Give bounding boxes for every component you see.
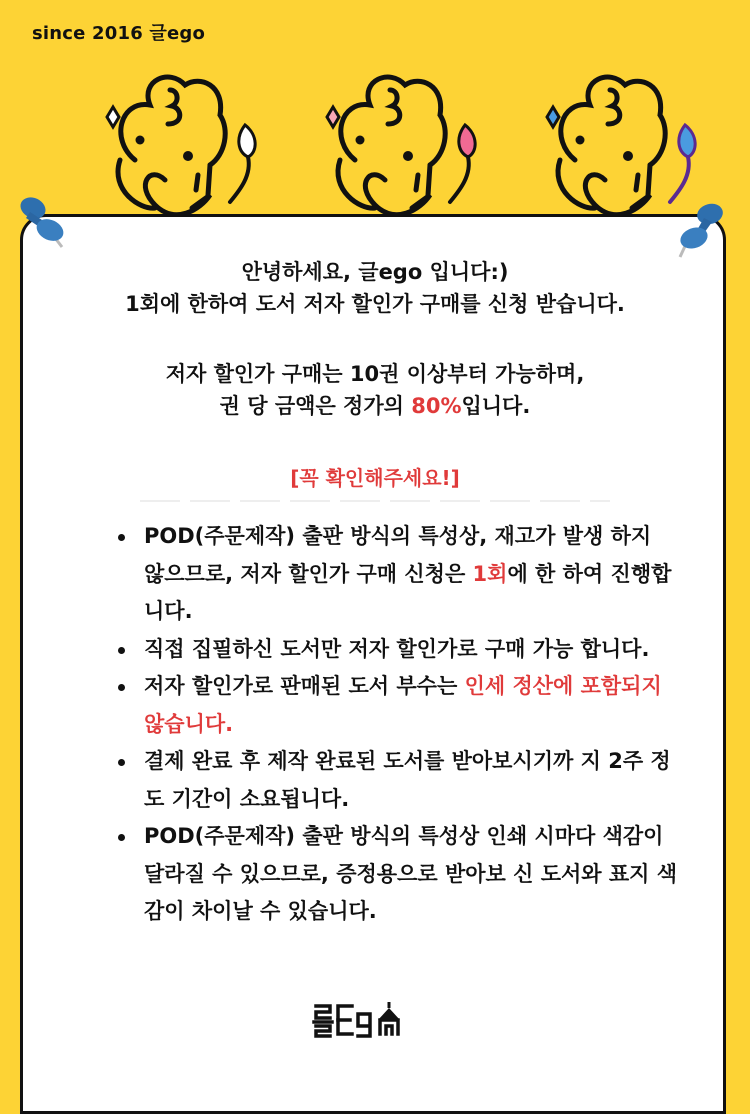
item-highlight: 인세 정산에 포함되지 않습니다. (144, 674, 662, 736)
notice-heading: [꼭 확인해주세요!] (290, 466, 460, 490)
list-item (118, 743, 678, 818)
bullet-icon (118, 534, 125, 541)
intro-description: 1회에 한하여 도서 저자 할인가 구매를 신청 받습니다. (125, 292, 625, 316)
list-item (118, 668, 678, 743)
mascot-illustrations (0, 60, 750, 230)
pricing-section (0, 358, 750, 422)
intro-section (0, 256, 750, 320)
brand-tagline: since 2016 글ego (32, 23, 206, 44)
item-text: POD(주문제작) 출판 방식의 특성상, 재고가 발생 하지 않으므로, 저자 할인가 구매 신청은 (144, 524, 652, 586)
item-text: POD(주문제작) 출판 방식의 특성상 인쇄 시마다 색감이 달라질 수 있으므로, 증정용으로 받아보 신 도서와 표지 색감이 차이날 수 있습니다. (144, 824, 678, 923)
pricing-rate-suffix: 입니다. (461, 394, 531, 418)
bullet-icon (118, 684, 125, 691)
pricing-minimum: 저자 할인가 구매는 10권 이상부터 가능하며, (165, 362, 585, 386)
pricing-rate (0, 390, 750, 422)
pushpin-left-icon (12, 192, 68, 248)
list-item (118, 818, 678, 931)
brand-logo-icon (312, 1000, 422, 1038)
mascot-white-icon (80, 60, 260, 230)
bullet-icon (118, 759, 125, 766)
notice-heading-wrap (0, 462, 750, 491)
notice-list (118, 518, 678, 931)
bullet-icon (118, 834, 125, 841)
pricing-rate-highlight: 80% (411, 394, 462, 418)
list-item (118, 631, 678, 669)
divider (140, 500, 610, 502)
item-text: 에 한 하여 진행합니다. (144, 561, 672, 623)
item-text: 직접 집필하신 도서만 저자 할인가로 구매 가능 합니다. (144, 636, 650, 661)
list-item (118, 518, 678, 631)
pushpin-right-icon (672, 202, 728, 258)
bullet-icon (118, 647, 125, 654)
item-highlight: 1회 (472, 561, 508, 586)
item-text: 저자 할인가로 판매된 도서 부수는 (144, 674, 465, 698)
mascot-pink-icon (300, 60, 480, 230)
item-text: 결제 완료 후 제작 완료된 도서를 받아보시기까 지 2주 정도 기간이 소요됩니다. (144, 749, 671, 811)
intro-greeting: 안녕하세요, 글ego 입니다:) (241, 260, 509, 284)
pricing-rate-prefix: 권 당 금액은 정가의 (219, 394, 412, 418)
